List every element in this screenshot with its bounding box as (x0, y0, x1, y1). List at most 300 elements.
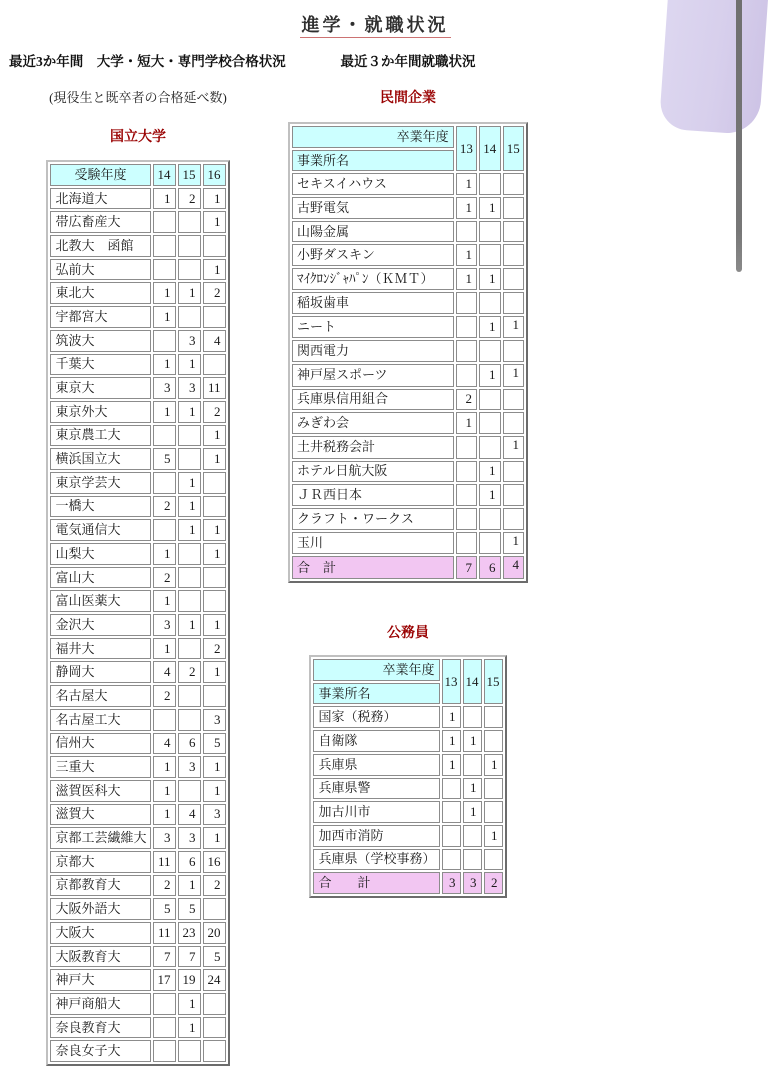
value-cell: 1 (503, 364, 524, 387)
value-cell (479, 412, 500, 434)
value-cell (484, 778, 503, 800)
value-cell (479, 389, 500, 411)
value-cell (503, 340, 524, 362)
civil-servants-table (309, 655, 506, 898)
table-row (50, 496, 225, 518)
value-cell: 1 (479, 197, 500, 219)
value-cell (178, 211, 201, 233)
row-label-cell: 電気通信大 (50, 519, 150, 541)
value-cell (484, 801, 503, 823)
value-cell (503, 292, 524, 314)
value-cell: 5 (153, 898, 176, 920)
table-row (313, 801, 502, 823)
value-cell (463, 825, 482, 847)
header-year-cell: 13 (456, 126, 477, 171)
value-cell (442, 778, 461, 800)
table-row (50, 922, 225, 944)
row-label-cell: ホテル日航大阪 (292, 461, 454, 483)
value-cell (456, 508, 477, 530)
value-cell (456, 340, 477, 362)
value-cell (203, 567, 226, 589)
value-cell: 3 (153, 377, 176, 399)
row-label-cell: みぎわ会 (292, 412, 454, 434)
value-cell: 2 (484, 872, 503, 894)
value-cell: 1 (479, 316, 500, 339)
value-cell (178, 425, 201, 447)
table-row (50, 780, 225, 802)
value-cell: 1 (463, 801, 482, 823)
table-row (292, 532, 524, 555)
table-row (292, 316, 524, 339)
value-cell (456, 316, 477, 339)
row-label-cell: 神戸大 (50, 969, 150, 991)
value-cell: 1 (442, 706, 461, 728)
private-companies-heading: 民間企業 (380, 91, 436, 106)
value-cell: 4 (178, 804, 201, 826)
value-cell: 1 (479, 364, 500, 387)
value-cell (503, 461, 524, 483)
value-cell: 1 (153, 306, 176, 328)
total-row (313, 872, 502, 894)
table-row (50, 1040, 225, 1062)
value-cell (456, 364, 477, 387)
table-row (292, 292, 524, 314)
row-label-cell: 東北大 (50, 282, 150, 304)
value-cell (479, 532, 500, 555)
table-row (50, 330, 225, 352)
value-cell: 5 (203, 733, 226, 755)
table-row (50, 898, 225, 920)
value-cell (203, 1040, 226, 1062)
value-cell: 1 (442, 754, 461, 776)
row-label-cell: 兵庫県 (313, 754, 439, 776)
value-cell: 1 (178, 1017, 201, 1039)
value-cell: 1 (203, 188, 226, 210)
value-cell: 5 (203, 946, 226, 968)
table-row (50, 472, 225, 494)
value-cell: 1 (203, 756, 226, 778)
value-cell: 1 (153, 590, 176, 612)
value-cell (178, 235, 201, 257)
value-cell: 19 (178, 969, 201, 991)
value-cell: 11 (153, 851, 176, 873)
value-cell: 1 (456, 412, 477, 434)
value-cell: 1 (203, 661, 226, 683)
value-cell: 1 (153, 188, 176, 210)
value-cell: 20 (203, 922, 226, 944)
value-cell: 1 (484, 754, 503, 776)
value-cell: 1 (178, 472, 201, 494)
table-row (50, 377, 225, 399)
value-cell: 6 (178, 733, 201, 755)
table-row (313, 730, 502, 752)
national-universities-table (46, 160, 229, 1066)
row-label-cell: 加古川市 (313, 801, 439, 823)
value-cell: 3 (178, 827, 201, 849)
value-cell (503, 221, 524, 243)
value-cell: 3 (442, 872, 461, 894)
value-cell (153, 709, 176, 731)
value-cell (178, 685, 201, 707)
row-label-cell: 山梨大 (50, 543, 150, 565)
header-year-cell: 14 (463, 659, 482, 704)
value-cell: 4 (153, 661, 176, 683)
value-cell (456, 436, 477, 459)
value-cell: 2 (203, 875, 226, 897)
row-label-cell: 国家（税務） (313, 706, 439, 728)
value-cell: 1 (178, 614, 201, 636)
table-row (292, 173, 524, 195)
value-cell (153, 425, 176, 447)
value-cell: 1 (153, 804, 176, 826)
value-cell (203, 496, 226, 518)
value-cell (203, 1017, 226, 1039)
table-row (50, 567, 225, 589)
header-year-cell: 13 (442, 659, 461, 704)
value-cell (203, 685, 226, 707)
header-year-cell: 15 (484, 659, 503, 704)
value-cell: 1 (178, 354, 201, 376)
row-label-cell: 福井大 (50, 638, 150, 660)
value-cell: 1 (178, 401, 201, 423)
table-row (50, 709, 225, 731)
row-label-cell: 横浜国立大 (50, 448, 150, 470)
value-cell: 1 (178, 496, 201, 518)
value-cell (153, 519, 176, 541)
row-label-cell: 一橋大 (50, 496, 150, 518)
value-cell (178, 543, 201, 565)
value-cell: 7 (178, 946, 201, 968)
value-cell (456, 532, 477, 555)
value-cell (503, 412, 524, 434)
value-cell (503, 244, 524, 266)
value-cell: 2 (203, 282, 226, 304)
value-cell: 11 (203, 377, 226, 399)
value-cell: 4 (503, 556, 524, 579)
value-cell (203, 235, 226, 257)
national-universities-heading: 国立大学 (110, 130, 166, 145)
row-label-cell: 東京大 (50, 377, 150, 399)
value-cell: 1 (503, 316, 524, 339)
value-cell: 2 (178, 661, 201, 683)
civil-servants-heading: 公務員 (387, 626, 429, 642)
table-row (50, 969, 225, 991)
value-cell (456, 292, 477, 314)
value-cell (479, 221, 500, 243)
value-cell (153, 259, 176, 281)
table-row (50, 875, 225, 897)
row-label-cell: 静岡大 (50, 661, 150, 683)
value-cell: 1 (178, 875, 201, 897)
value-cell: 1 (463, 730, 482, 752)
value-cell (463, 849, 482, 871)
value-cell (503, 484, 524, 506)
value-cell (153, 330, 176, 352)
row-label-cell: 信州大 (50, 733, 150, 755)
table-row (50, 519, 225, 541)
row-label-cell: 宇都宮大 (50, 306, 150, 328)
value-cell (484, 849, 503, 871)
value-cell (479, 292, 500, 314)
table-row (50, 946, 225, 968)
row-label-cell: 兵庫県（学校事務） (313, 849, 439, 871)
row-label-cell: 自衛隊 (313, 730, 439, 752)
value-cell: 3 (203, 804, 226, 826)
employment-heading: 最近３か年間就職状況 (340, 54, 476, 69)
table-row (50, 425, 225, 447)
row-label-cell: 筑波大 (50, 330, 150, 352)
value-cell (178, 780, 201, 802)
table-row (50, 211, 225, 233)
header-employer-cell: 事業所名 (292, 150, 454, 172)
row-label-cell: 古野電気 (292, 197, 454, 219)
table-row (50, 804, 225, 826)
value-cell: 3 (463, 872, 482, 894)
value-cell: 11 (153, 922, 176, 944)
table-row (292, 484, 524, 506)
value-cell (153, 211, 176, 233)
table-row (292, 268, 524, 290)
table-row (50, 1017, 225, 1039)
value-cell (503, 389, 524, 411)
row-label-cell: 北海道大 (50, 188, 150, 210)
table-row (50, 590, 225, 612)
value-cell (203, 306, 226, 328)
row-label-cell: 山陽金属 (292, 221, 454, 243)
row-label-cell: 合 計 (292, 556, 454, 579)
row-label-cell: ニート (292, 316, 454, 339)
value-cell (442, 849, 461, 871)
header-row-top (292, 126, 524, 148)
value-cell (153, 993, 176, 1015)
row-label-cell: 加西市消防 (313, 825, 439, 847)
value-cell: 3 (178, 377, 201, 399)
value-cell (178, 306, 201, 328)
value-cell: 1 (153, 756, 176, 778)
value-cell: 1 (203, 259, 226, 281)
value-cell: 2 (153, 685, 176, 707)
table-row (50, 851, 225, 873)
value-cell: 6 (178, 851, 201, 873)
table-row (50, 733, 225, 755)
value-cell (463, 706, 482, 728)
value-cell (503, 197, 524, 219)
row-label-cell: 奈良教育大 (50, 1017, 150, 1039)
row-label-cell: 合 計 (313, 872, 439, 894)
value-cell: 1 (456, 197, 477, 219)
value-cell (178, 638, 201, 660)
value-cell (479, 508, 500, 530)
value-cell: 16 (203, 851, 226, 873)
row-label-cell: 小野ダスキン (292, 244, 454, 266)
table-row (50, 543, 225, 565)
row-label-cell: 兵庫県警 (313, 778, 439, 800)
value-cell: 3 (178, 756, 201, 778)
value-cell (203, 590, 226, 612)
value-cell: 1 (479, 268, 500, 290)
value-cell: 2 (153, 496, 176, 518)
value-cell: 1 (203, 543, 226, 565)
value-cell: 1 (442, 730, 461, 752)
row-label-cell: 東京農工大 (50, 425, 150, 447)
value-cell: 17 (153, 969, 176, 991)
total-row (292, 556, 524, 579)
value-cell: 3 (203, 709, 226, 731)
value-cell: 1 (479, 484, 500, 506)
table-row (292, 364, 524, 387)
row-label-cell: 奈良女子大 (50, 1040, 150, 1062)
admissions-heading: 最近3か年間 大学・短大・専門学校合格状況 (9, 54, 286, 69)
table-row (292, 389, 524, 411)
value-cell: 1 (456, 244, 477, 266)
row-label-cell: 帯広畜産大 (50, 211, 150, 233)
table-row (50, 638, 225, 660)
table-row (313, 706, 502, 728)
value-cell: 1 (463, 778, 482, 800)
value-cell: 1 (153, 354, 176, 376)
table-row (292, 412, 524, 434)
value-cell: 23 (178, 922, 201, 944)
value-cell (479, 244, 500, 266)
table-row (50, 685, 225, 707)
header-year-cell: 16 (203, 164, 226, 186)
row-label-cell: 滋賀大 (50, 804, 150, 826)
value-cell (153, 1040, 176, 1062)
table-row (50, 756, 225, 778)
value-cell (178, 448, 201, 470)
value-cell: 1 (456, 173, 477, 195)
value-cell: 1 (479, 461, 500, 483)
table-row (50, 188, 225, 210)
value-cell: 5 (153, 448, 176, 470)
value-cell: 1 (178, 993, 201, 1015)
value-cell (203, 354, 226, 376)
value-cell (203, 472, 226, 494)
table-row (50, 827, 225, 849)
header-employer-cell: 事業所名 (313, 683, 439, 705)
value-cell: 1 (484, 825, 503, 847)
value-cell (153, 472, 176, 494)
value-cell: 1 (178, 519, 201, 541)
value-cell: 4 (153, 733, 176, 755)
value-cell (178, 590, 201, 612)
value-cell: 2 (153, 567, 176, 589)
row-label-cell: 富山大 (50, 567, 150, 589)
value-cell: 1 (456, 268, 477, 290)
value-cell: 1 (153, 282, 176, 304)
value-cell (503, 173, 524, 195)
value-cell: 1 (153, 543, 176, 565)
value-cell: 7 (153, 946, 176, 968)
employment-column (288, 0, 528, 898)
value-cell (178, 1040, 201, 1062)
value-cell: 1 (153, 638, 176, 660)
value-cell: 1 (203, 211, 226, 233)
header-year-cell: 14 (153, 164, 176, 186)
value-cell (479, 340, 500, 362)
table-row (313, 778, 502, 800)
row-label-cell: 大阪大 (50, 922, 150, 944)
value-cell (456, 484, 477, 506)
value-cell (203, 993, 226, 1015)
row-label-cell: 神戸商船大 (50, 993, 150, 1015)
value-cell: 2 (203, 638, 226, 660)
row-label-cell: 三重大 (50, 756, 150, 778)
row-label-cell: 稲坂歯車 (292, 292, 454, 314)
table-row (292, 221, 524, 243)
table-row (313, 849, 502, 871)
value-cell: 3 (178, 330, 201, 352)
row-label-cell: 東京学芸大 (50, 472, 150, 494)
value-cell: 1 (503, 436, 524, 459)
table-row (50, 259, 225, 281)
table-row (50, 661, 225, 683)
value-cell (503, 508, 524, 530)
row-label-cell: クラフト・ワークス (292, 508, 454, 530)
value-cell (153, 1017, 176, 1039)
row-label-cell: 名古屋工大 (50, 709, 150, 731)
value-cell (479, 436, 500, 459)
row-label-cell: 滋賀医科大 (50, 780, 150, 802)
table-row (292, 197, 524, 219)
value-cell (178, 567, 201, 589)
header-year-cell: 14 (479, 126, 500, 171)
page-title-text: 進学・就職状況 (300, 15, 451, 38)
private-companies-table (288, 122, 528, 583)
table-row (50, 282, 225, 304)
header-year-cell: 15 (178, 164, 201, 186)
value-cell: 24 (203, 969, 226, 991)
table-row (313, 754, 502, 776)
row-label-cell: ﾏｲｸﾛﾝｼﾞｬﾊﾟﾝ（ＫＭＴ） (292, 268, 454, 290)
row-label-cell: 弘前大 (50, 259, 150, 281)
value-cell (479, 173, 500, 195)
value-cell: 3 (153, 614, 176, 636)
value-cell: 1 (203, 448, 226, 470)
row-label-cell: ＪＲ西日本 (292, 484, 454, 506)
value-cell (442, 825, 461, 847)
header-row-top (313, 659, 502, 681)
header-label-cell: 受験年度 (50, 164, 150, 186)
value-cell: 2 (178, 188, 201, 210)
value-cell: 1 (178, 282, 201, 304)
value-cell (203, 898, 226, 920)
admissions-column (9, 0, 286, 1066)
value-cell: 1 (203, 780, 226, 802)
header-grad-year-cell: 卒業年度 (313, 659, 439, 681)
row-label-cell: 東京外大 (50, 401, 150, 423)
table-row (50, 614, 225, 636)
table-row (50, 306, 225, 328)
value-cell (178, 709, 201, 731)
row-label-cell: 京都工芸繊維大 (50, 827, 150, 849)
value-cell: 1 (203, 425, 226, 447)
header-grad-year-cell: 卒業年度 (292, 126, 454, 148)
value-cell: 2 (456, 389, 477, 411)
value-cell (442, 801, 461, 823)
row-label-cell: 大阪外語大 (50, 898, 150, 920)
table-row (292, 340, 524, 362)
value-cell (456, 221, 477, 243)
header-year-cell: 15 (503, 126, 524, 171)
value-cell: 3 (153, 827, 176, 849)
table-row (50, 448, 225, 470)
value-cell: 1 (503, 532, 524, 555)
row-label-cell: 名古屋大 (50, 685, 150, 707)
row-label-cell: 神戸屋スポーツ (292, 364, 454, 387)
row-label-cell: 関西電力 (292, 340, 454, 362)
table-row (50, 235, 225, 257)
